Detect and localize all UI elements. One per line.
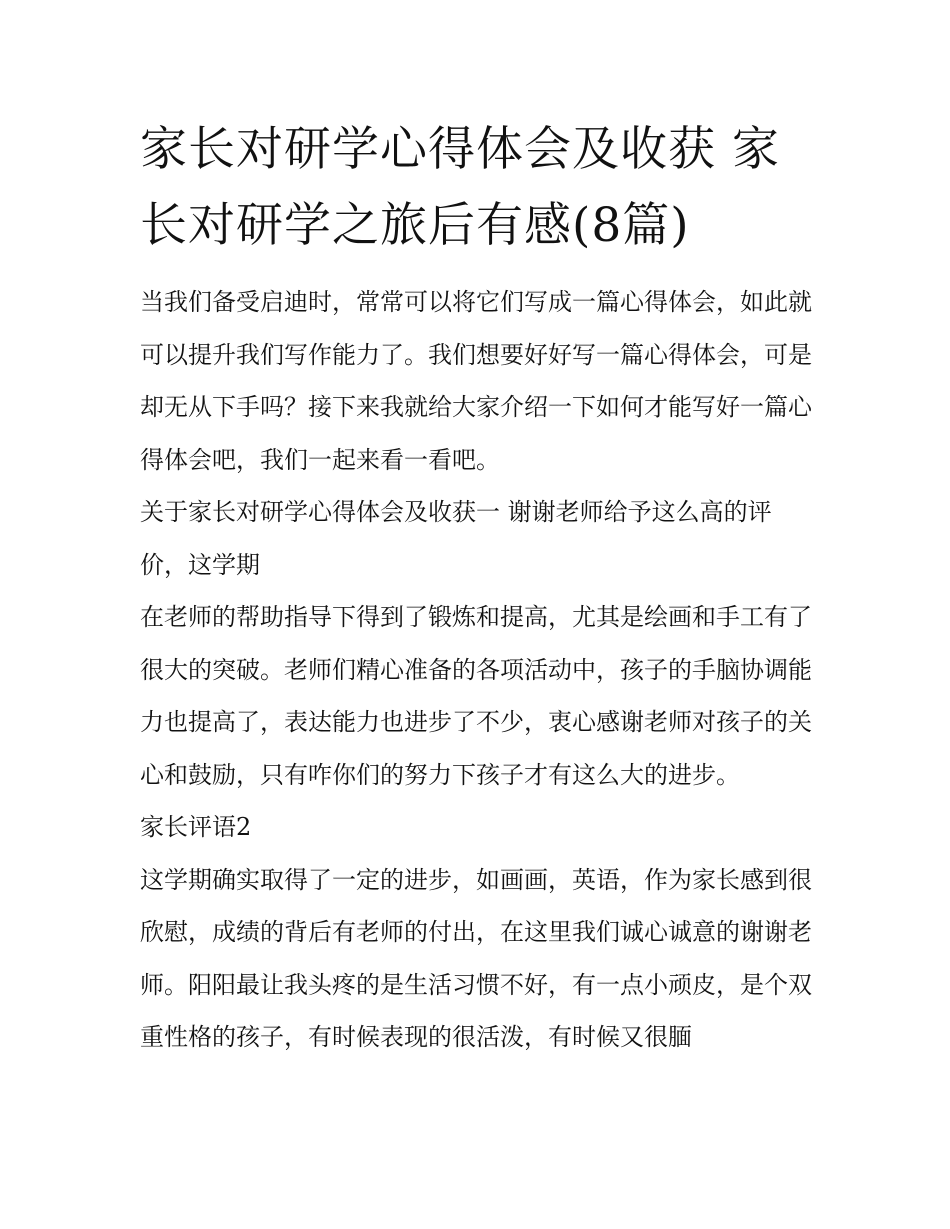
- body-paragraph: 这学期确实取得了一定的进步，如画画，英语，作为家长感到很欣慰，成绩的背后有老师的付出，在这里我们诚心诚意的谢谢老师。阳阳最让我头疼的是生活习惯不好，有一点小顽皮，是个双重性格的孩子，有时候表现的很活泼，有时候又很腼: [140, 865, 812, 1051]
- intro-paragraph: 当我们备受启迪时，常常可以将它们写成一篇心得体会，如此就可以提升我们写作能力了。我们想要好好写一篇心得体会，可是却无从下手吗？接下来我就给大家介绍一下如何才能写好一篇心得体会吧，我们一起来看一看吧。: [140, 288, 812, 474]
- section-heading-2: 家长评语2: [140, 813, 252, 841]
- section-heading-1: 关于家长对研学心得体会及收获一 谢谢老师给予这么高的评价，这学期: [140, 498, 772, 579]
- document-page: [140, 112, 812, 1064]
- body-paragraph: 在老师的帮助指导下得到了锻炼和提高，尤其是绘画和手工有了很大的突破。老师们精心准备的各项活动中，孩子的手脑协调能力也提高了，表达能力也进步了不少，衷心感谢老师对孩子的关心和鼓励，只有咋你们的努力下孩子才有这么大的进步。: [140, 603, 812, 789]
- document-title: 家长对研学心得体会及收获 家长对研学之旅后有感(8篇): [140, 122, 780, 253]
- document-body: [140, 276, 812, 1064]
